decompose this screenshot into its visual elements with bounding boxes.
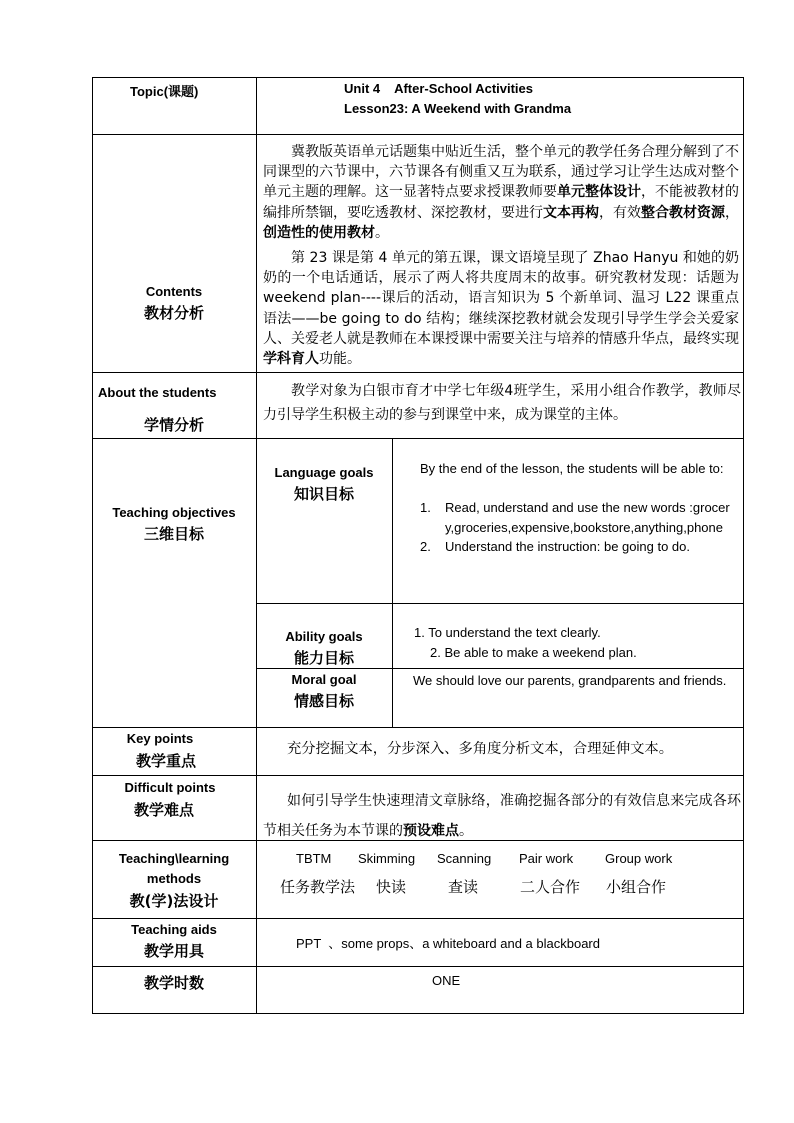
row-divider [92, 966, 744, 967]
contents-label-cn: 教材分析 [143, 304, 204, 322]
methods-label-cn: 教(学)法设计 [129, 892, 219, 910]
list-item: 2. Understand the instruction: be going to do. [420, 539, 690, 554]
key-points-label-en: Key points [126, 731, 194, 746]
ability-goal-1: 1. To understand the text clearly. [414, 625, 601, 640]
method-en-scanning: Scanning [437, 851, 492, 866]
students-text: 教学对象为白银市育才中学七年级4班学生，采用小组合作教学，教师尽力引导学生积极主动的参与到课堂中来，成为课堂的主体。 [263, 383, 741, 423]
method-en-pair-work: Pair work [519, 851, 574, 866]
hours-text: ONE [432, 973, 461, 988]
method-en-tbtm: TBTM [296, 851, 332, 866]
method-cn-pair-work: 二人合作 [520, 878, 581, 896]
aids-label-cn: 教学用具 [143, 942, 204, 960]
ability-goals-label-cn: 能力目标 [293, 649, 354, 667]
column-divider [392, 438, 393, 727]
objectives-label-en: Teaching objectives [112, 505, 236, 520]
difficult-points-label-en: Difficult points [124, 780, 216, 795]
moral-goal-label-cn: 情感目标 [293, 692, 354, 710]
row-divider [92, 134, 744, 135]
moral-goal-text: We should love our parents, grandparents and friends. [413, 673, 727, 688]
row-divider [92, 918, 744, 919]
key-points-text: 充分挖掘文本，分步深入、多角度分析文本，合理延伸文本。 [287, 741, 674, 757]
students-label-cn: 学情分析 [143, 416, 204, 434]
hours-label-cn: 教学时数 [143, 974, 204, 992]
row-divider [92, 775, 744, 776]
method-cn-scanning: 查读 [448, 878, 479, 896]
ability-goal-2: 2. Be able to make a weekend plan. [430, 645, 637, 660]
contents-label-en: Contents [145, 284, 203, 299]
methods-label-en-2: methods [146, 871, 202, 886]
moral-goal-label-en: Moral goal [291, 672, 357, 687]
objectives-label-cn: 三维目标 [143, 525, 204, 543]
topic-label: Topic(课题) [130, 84, 199, 99]
column-divider [256, 77, 257, 1014]
row-divider [256, 603, 744, 604]
unit-title: Unit 4 After-School Activities [344, 81, 534, 96]
row-divider [92, 438, 744, 439]
lesson-title: Lesson23: A Weekend with Grandma [344, 101, 572, 116]
methods-label-en-1: Teaching\learning [118, 851, 230, 866]
method-en-group-work: Group work [605, 851, 673, 866]
method-cn-tbtm: 任务教学法 [280, 878, 356, 896]
language-goals-list [420, 498, 740, 557]
row-divider [256, 668, 744, 669]
method-cn-skimming: 快读 [376, 878, 407, 896]
aids-label-en: Teaching aids [131, 922, 217, 937]
aids-text: PPT 、some props、a whiteboard and a blackboard [296, 936, 600, 951]
students-label-en: About the students [98, 385, 217, 400]
ability-goals-label-en: Ability goals [285, 629, 363, 644]
contents-paragraph-1: 冀教版英语单元话题集中贴近生活，整个单元的教学任务合理分解到了不同课型的六节课中，六节课各有侧重又互为联系，通过学习让学生达成对整个单元主题的理解。这一显著特点要求授课教师要单元整体设计，不能被教材的编排所禁锢，要吃透教材、深挖教材，要进行文本再构，有效整合教材资源，创造性的使用教材。 [263, 144, 739, 241]
language-goals-intro: By the end of the lesson, the students will be able to: [420, 461, 724, 476]
contents-paragraph-2: 第 23 课是第 4 单元的第五课，课文语境呈现了 Zhao Hanyu 和她的奶奶的一个电话通话，展示了两人将共度周末的故事。研究教材发现：话题为 weekend plan----课后的活动，语言知识为 5 个新单词、温习 L22 课重点语法——be going to do 结构；继续深挖教材就会发现引导学生学会关爱家人、关爱老人就是教师在本课授课中需要关注与培养的情感升华点，最终实现学科育人功能。 [263, 250, 739, 368]
row-divider [92, 372, 744, 373]
difficult-points-label-cn: 教学难点 [133, 801, 194, 819]
list-item: 1. Read, understand and use the new words :grocery,groceries,expensive,bookstore,anything,phone [420, 500, 730, 535]
language-goals-label-en: Language goals [274, 465, 374, 480]
language-goals-label-cn: 知识目标 [293, 485, 354, 503]
method-en-skimming: Skimming [358, 851, 416, 866]
row-divider [92, 727, 744, 728]
key-points-label-cn: 教学重点 [135, 752, 196, 770]
method-cn-group-work: 小组合作 [606, 878, 667, 896]
difficult-points-text: 如何引导学生快速理清文章脉络，准确挖掘各部分的有效信息来完成各环节相关任务为本节课的预设难点。 [263, 793, 741, 839]
